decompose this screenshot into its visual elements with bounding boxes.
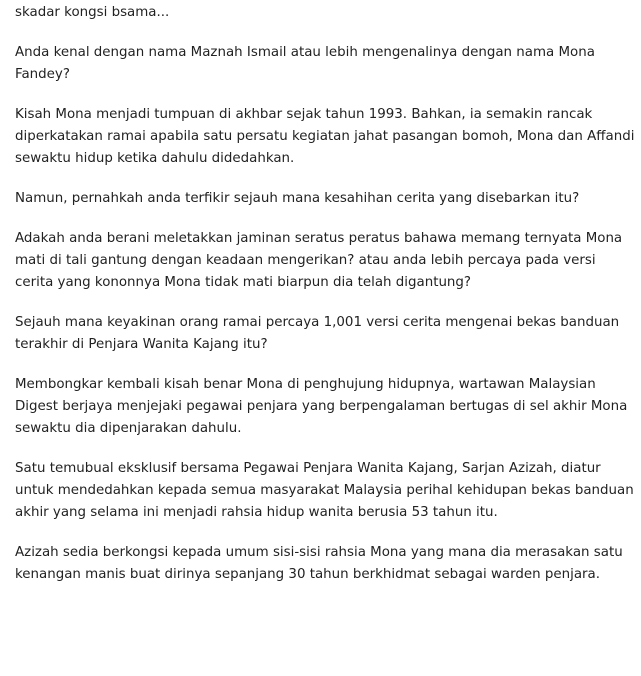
paragraph: Satu temubual eksklusif bersama Pegawai Penjara Wanita Kajang, Sarjan Azizah, diatur untuk mendedahkan kepada semua masyarakat Malaysia perihal kehidupan bekas banduan akhir yang selama ini menjadi rahsia hidup wanita berusia 53 tahun itu. xyxy=(15,461,634,520)
paragraph: Adakah anda berani meletakkan jaminan seratus peratus bahawa memang ternyata Mona mati di tali gantung dengan keadaan mengerikan? atau anda lebih percaya pada versi cerita yang kononnya Mona tidak mati biarpun dia telah digantung? xyxy=(15,231,623,290)
paragraph: Kisah Mona menjadi tumpuan di akhbar sejak tahun 1993. Bahkan, ia semakin rancak diperkatakan ramai apabila satu persatu kegiatan jahat pasangan bomoh, Mona dan Affandi sewaktu hidup ketika dahulu didedahkan. xyxy=(15,107,635,166)
paragraph: Namun, pernahkah anda terfikir sejauh mana kesahihan cerita yang disebarkan itu? xyxy=(15,191,580,206)
paragraph: Sejauh mana keyakinan orang ramai percaya 1,001 versi cerita mengenai bekas banduan terakhir di Penjara Wanita Kajang itu? xyxy=(15,315,620,352)
article-body xyxy=(15,0,637,604)
paragraph: Membongkar kembali kisah benar Mona di penghujung hidupnya, wartawan Malaysian Digest berjaya menjejaki pegawai penjara yang berpengalaman bertugas di sel akhir Mona sewaktu dia dipenjarakan dahulu. xyxy=(15,377,628,436)
paragraph: Anda kenal dengan nama Maznah Ismail atau lebih mengenalinya dengan nama Mona Fandey? xyxy=(15,45,595,82)
paragraph: Azizah sedia berkongsi kepada umum sisi-sisi rahsia Mona yang mana dia merasakan satu kenangan manis buat dirinya sepanjang 30 tahun berkhidmat sebagai warden penjara. xyxy=(15,545,623,582)
paragraph-intro: skadar kongsi bsama... xyxy=(15,5,170,20)
